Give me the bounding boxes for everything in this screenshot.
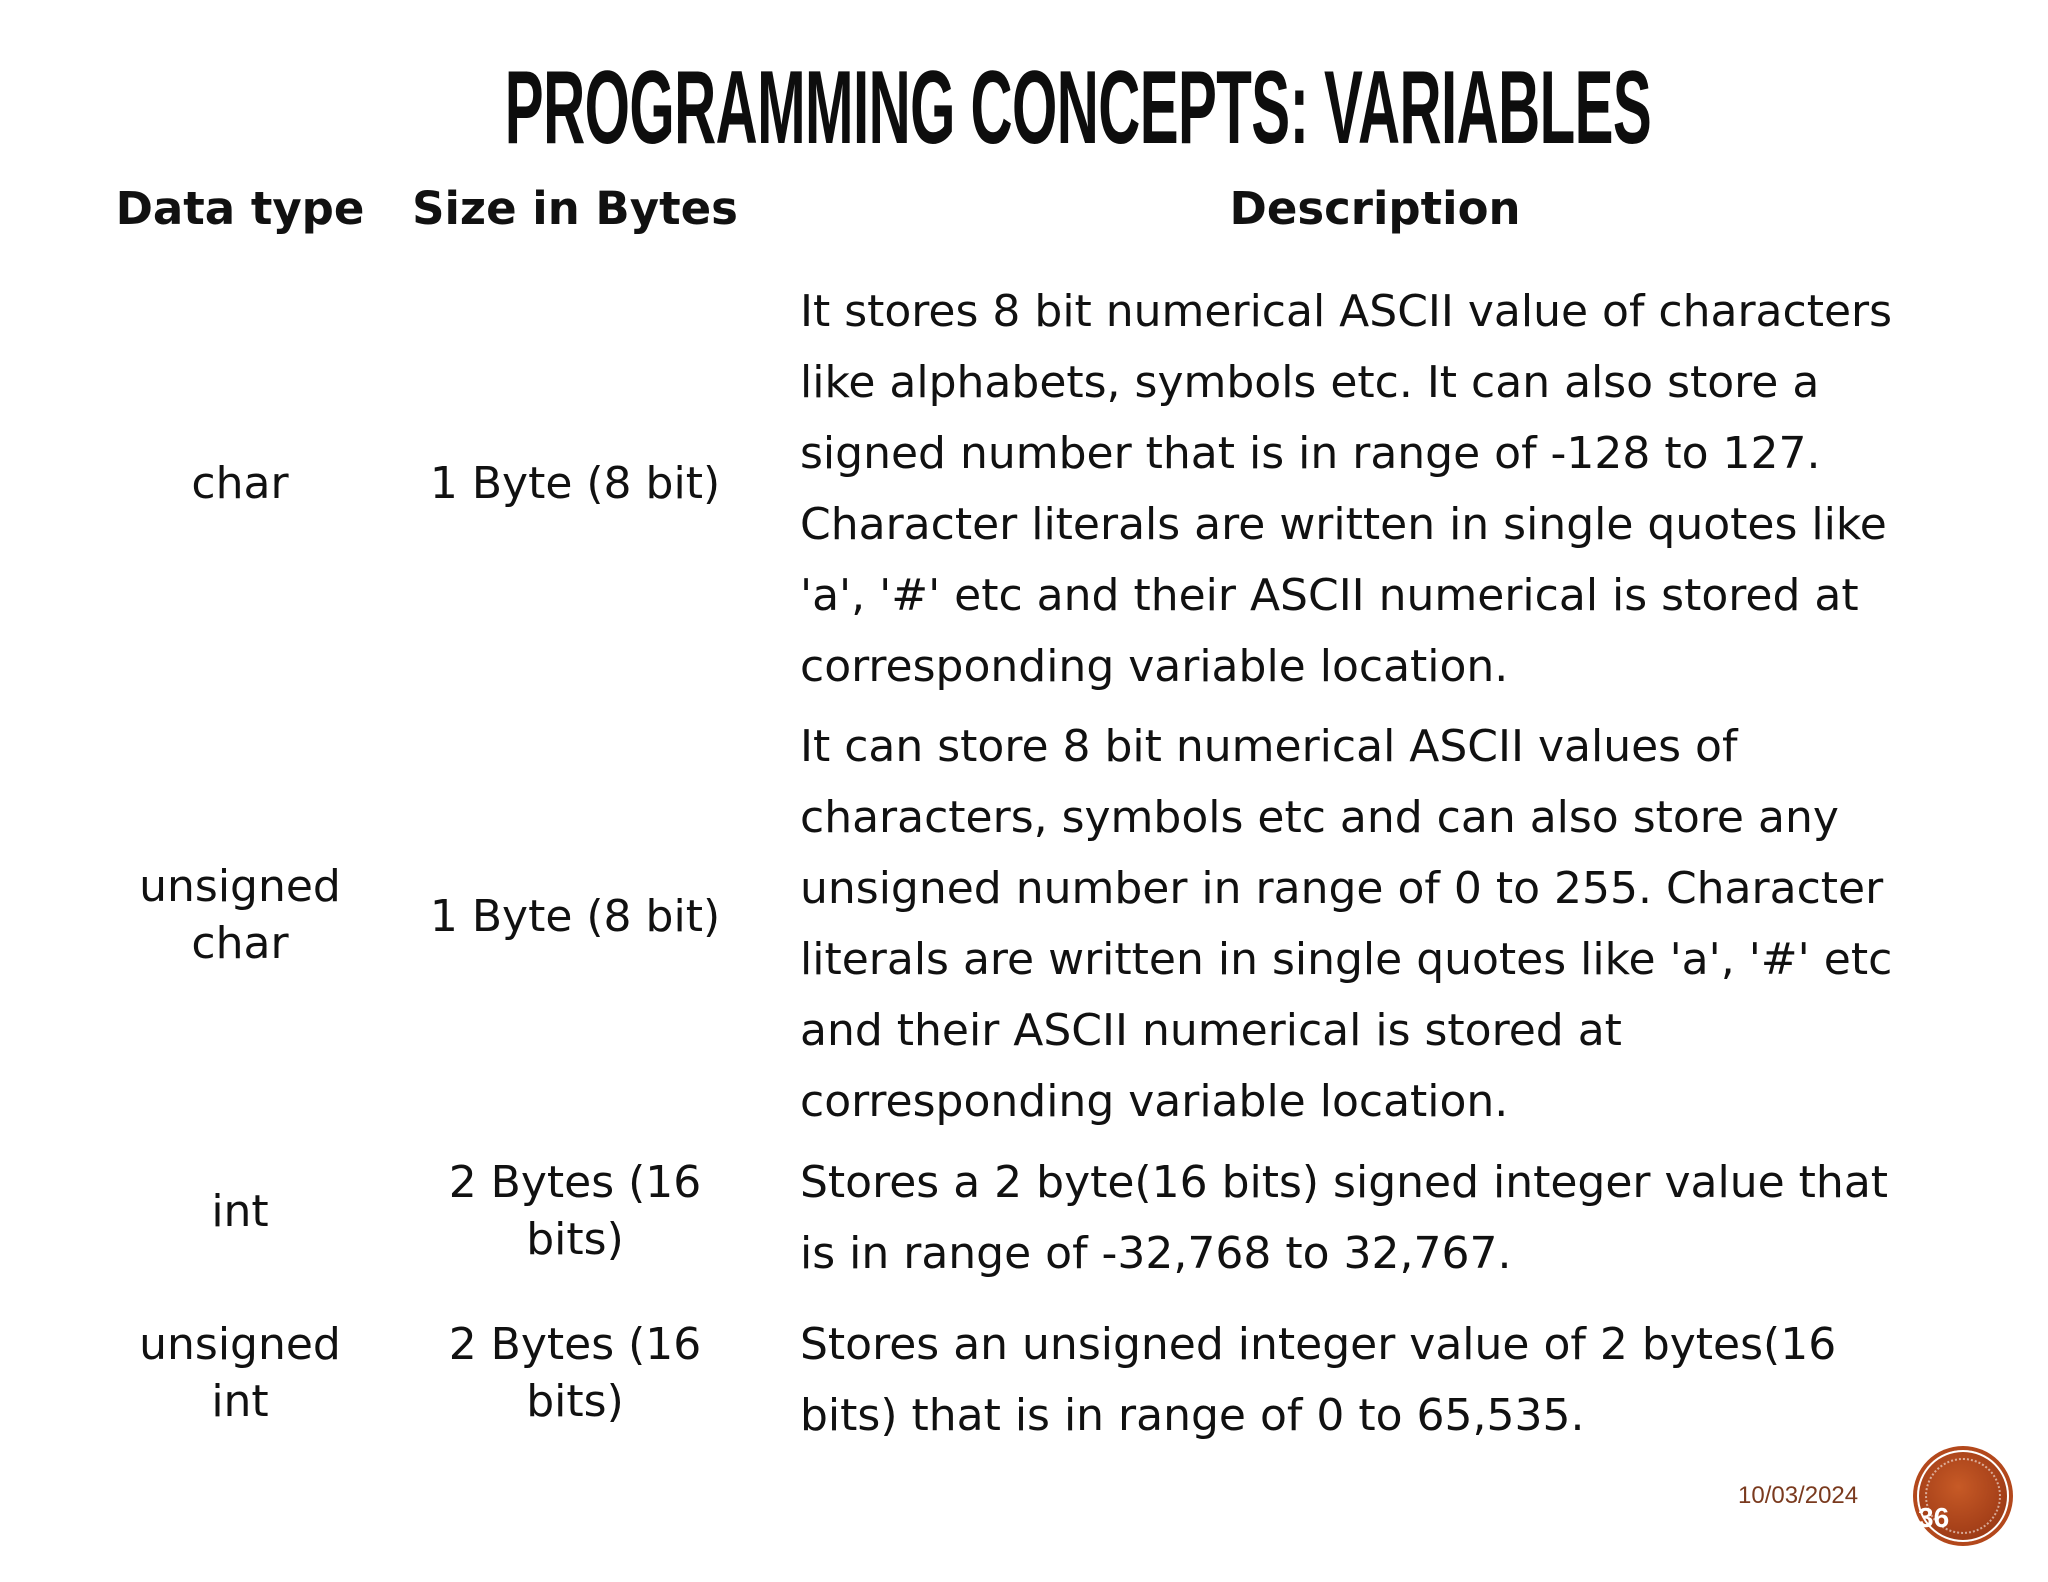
description-line: Character literals are written in single quotes like — [800, 499, 1887, 550]
description-line: like alphabets, symbols etc. It can also store a — [800, 357, 1820, 408]
description-line: literals are written in single quotes like 'a', '#' etc — [800, 934, 1893, 985]
row-int-type: int — [211, 1186, 269, 1237]
size-line: 2 Bytes (16 — [448, 1319, 702, 1370]
description-line: and their ASCII numerical is stored at — [800, 1005, 1622, 1056]
description-line: unsigned number in range of 0 to 255. Character — [800, 863, 1884, 914]
row-char-description — [800, 276, 2010, 702]
description-line: characters, symbols etc and can also store any — [800, 792, 1839, 843]
row-char-type: char — [191, 458, 289, 509]
type-line: int — [211, 1376, 269, 1427]
description-line: is in range of -32,768 to 32,767. — [800, 1228, 1512, 1279]
row-unsigned-int-type — [100, 1316, 380, 1430]
size-line: bits) — [526, 1376, 624, 1427]
row-unsigned-int-size — [400, 1316, 750, 1430]
row-unsigned-char-type — [100, 858, 380, 972]
description-line: signed number that is in range of -128 to 127. — [800, 428, 1821, 479]
row-unsigned-char-size: 1 Byte (8 bit) — [429, 891, 721, 942]
description-line: corresponding variable location. — [800, 641, 1509, 692]
row-int-description — [800, 1147, 2010, 1289]
description-line: corresponding variable location. — [800, 1076, 1509, 1127]
description-line: It stores 8 bit numerical ASCII value of characters — [800, 286, 1893, 337]
description-line: bits) that is in range of 0 to 65,535. — [800, 1390, 1585, 1441]
size-line: bits) — [526, 1214, 624, 1265]
row-char-size: 1 Byte (8 bit) — [429, 458, 721, 509]
page-number: 36 — [1918, 1502, 1950, 1533]
size-line: 2 Bytes (16 — [448, 1157, 702, 1208]
row-int-size — [400, 1154, 750, 1268]
description-line: Stores an unsigned integer value of 2 bytes(16 — [800, 1319, 1837, 1370]
header-size: Size in Bytes — [412, 182, 738, 235]
row-unsigned-char-description — [800, 711, 2010, 1137]
type-line: unsigned — [139, 861, 341, 912]
description-line: It can store 8 bit numerical ASCII values of — [800, 721, 1738, 772]
header-data-type: Data type — [115, 182, 365, 235]
slide-title: PROGRAMMING CONCEPTS: VARIABLES — [504, 50, 1652, 166]
slide-date: 10/03/2024 — [1738, 1482, 1859, 1509]
header-description: Description — [1229, 182, 1521, 235]
description-line: Stores a 2 byte(16 bits) signed integer value that — [800, 1157, 1889, 1208]
description-line: 'a', '#' etc and their ASCII numerical is stored at — [800, 570, 1859, 621]
row-unsigned-int-description — [800, 1309, 2010, 1451]
type-line: unsigned — [139, 1319, 341, 1370]
type-line: char — [191, 918, 289, 969]
